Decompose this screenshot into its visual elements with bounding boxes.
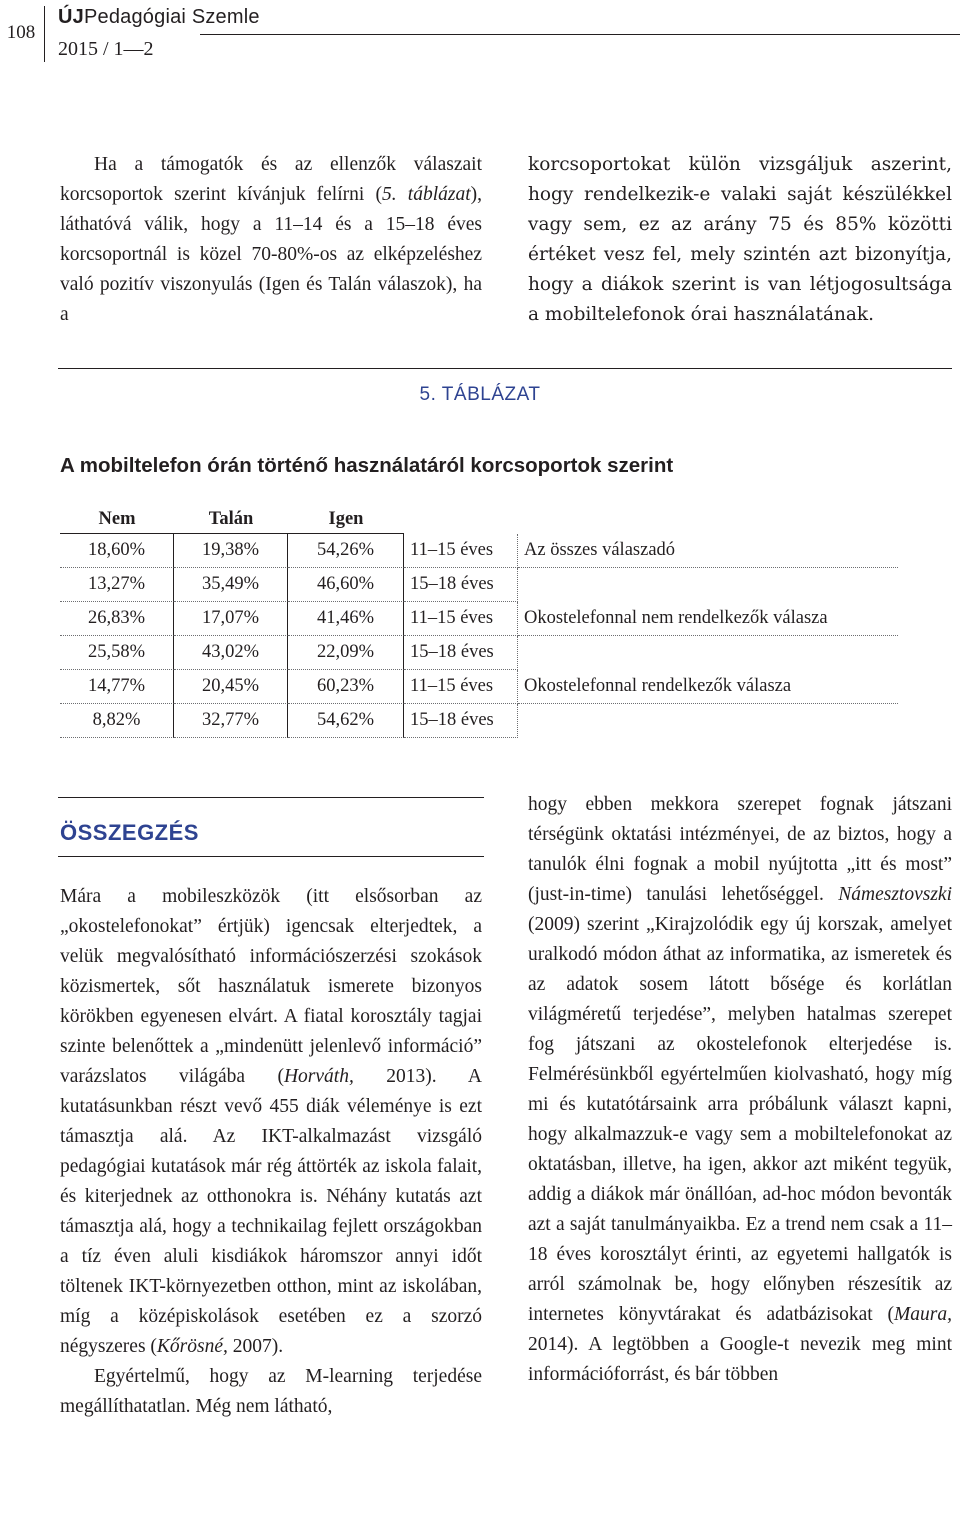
- intro-table-reference: 5. táblázat: [381, 184, 471, 205]
- table-row: [60, 568, 898, 602]
- cell-age: 15–18 éves: [404, 568, 518, 602]
- cell-igen: 22,09%: [288, 636, 404, 670]
- cell-nem: 18,60%: [60, 534, 174, 568]
- summary-heading: ÖSSZEGZÉS: [60, 820, 199, 845]
- table-body: [60, 534, 898, 738]
- intro-right-paragraph: korcsoportokat külön vizsgáljuk aszerint, hogy rendelkezik-e valaki saját készülékkel vagy sem, ez az arány 75 és 85% közötti értéket vesz fel, mely szintén azt bizonyítja, hogy a diákok szerint is van létjogosultsága a mobiltelefonok órai használatának.: [528, 154, 952, 325]
- summary-right-column: [528, 790, 952, 1390]
- page-number: 108: [6, 22, 36, 43]
- cell-nem: 13,27%: [60, 568, 174, 602]
- header-talan: Talán: [174, 506, 288, 534]
- cell-igen: 46,60%: [288, 568, 404, 602]
- citation-maura: Maura,: [894, 1304, 952, 1325]
- journal-title: [58, 6, 260, 29]
- intro-left-column: [60, 150, 482, 330]
- cell-nem: 25,58%: [60, 636, 174, 670]
- cell-igen: 54,62%: [288, 704, 404, 738]
- header-empty-age: [404, 506, 518, 534]
- cell-talan: 20,45%: [174, 670, 288, 704]
- table-rule: [58, 368, 952, 369]
- summary-right-text-b: (2009) szerint „Kirajzolódik egy új korszak, amelyet uralkodó módon áthat az informatika, az ismeretek és az adatok sosem látott bősége és korlátlan világméretű terjedése”, melyben hatalmas szerepet fog játszani az okostelefonok elterjedése is. Felmérésünkből egyértelműen kiolvasható, hogy míg mi és kutatótársaink arra próbálunk választ kapni, hogy alkalmazzuk-e vagy sem a mobiltelefonokat az oktatásban, illetve, ha igen, akkor azt miként tegyük, addig a diákok már önállóan, ad-hoc módon bevonták azt a saját tanulmányaikba. Ez a trend nem csak a 11–18 éves korosztályt érinti, az egyetemi hallgatók is arról számolnak be, hogy előnyben részesítik az internetes könyvtárakat és adatbázisokat (: [528, 914, 952, 1325]
- summary-paragraph-1: [60, 882, 482, 1362]
- journal-prefix: ÚJ: [58, 6, 84, 28]
- summary-paragraph-2: Egyértelmű, hogy az M-learning terjedése megállíthatatlan. Még nem látható,: [60, 1366, 482, 1417]
- table-row: [60, 704, 898, 738]
- intro-right-column: [528, 150, 952, 330]
- cell-group: Az összes válaszadó: [518, 534, 898, 568]
- summary-p1-text-c: 2007).: [227, 1336, 284, 1357]
- citation-korosne: Kőrösné,: [156, 1336, 228, 1357]
- table-label: 5. TÁBLÁZAT: [419, 384, 541, 405]
- table-row: [60, 636, 898, 670]
- table-row: [60, 534, 898, 568]
- cell-igen: 41,46%: [288, 602, 404, 636]
- summary-p1-text-b: 2013). A kutatásunkban részt vevő 455 diák véleménye is ezt támasztja alá. Az IKT-alkalmazást vizsgáló pedagógiai kutatások már rég áttörték az iskola falait, és kiterjednek az otthonokra is. Néhány kutatás azt támasztja alá, hogy a technikailag fejlett országokban a tíz éven aluli kisdiákok háromszor annyi időt töltenek IKT-környezetben otthon, mint az iskolában, míg a középiskolások esetében ez a szorzó négyszeres (: [60, 1066, 483, 1357]
- summary-left-column: [60, 882, 482, 1422]
- cell-age: 15–18 éves: [404, 636, 518, 670]
- cell-age: 11–15 éves: [404, 534, 518, 568]
- intro-left-text-a: Ha a támogatók és az ellenzők válaszait korcsoportok szerint kívánjuk felírni (: [60, 154, 482, 205]
- table-row: [60, 670, 898, 704]
- cell-age: 11–15 éves: [404, 670, 518, 704]
- intro-left-text-b: ), láthatóvá válik, hogy a 11–14 és a 15–18 éves korcsoportnál is közel 70-80%-os az elképzeléshez való pozitív viszonyulás (Igen és Talán válaszok), ha a: [60, 184, 482, 325]
- header-igen: Igen: [288, 506, 404, 534]
- table-row: [60, 602, 898, 636]
- cell-talan: 19,38%: [174, 534, 288, 568]
- summary-right-text-c: 2014). A legtöbben a Google-t nevezik meg mint információforrást, és bár többen: [528, 1334, 952, 1385]
- header-nem: Nem: [60, 506, 174, 534]
- cell-igen: 54,26%: [288, 534, 404, 568]
- cell-nem: 14,77%: [60, 670, 174, 704]
- issue-number: 2015 / 1—2: [58, 38, 154, 60]
- cell-group: [518, 568, 898, 602]
- cell-nem: 8,82%: [60, 704, 174, 738]
- cell-talan: 17,07%: [174, 602, 288, 636]
- cell-age: 15–18 éves: [404, 704, 518, 738]
- cell-group: [518, 636, 898, 670]
- cell-talan: 32,77%: [174, 704, 288, 738]
- journal-name: Pedagógiai Szemle: [83, 6, 260, 28]
- summary-rule-top: [58, 797, 484, 798]
- summary-right-paragraph: [528, 790, 952, 1390]
- table-header-row: [60, 506, 898, 534]
- header-rule: [200, 34, 960, 35]
- cell-group: Okostelefonnal rendelkezők válasza: [518, 670, 898, 704]
- table-title: A mobiltelefon órán történő használatáról korcsoportok szerint: [60, 454, 674, 477]
- header-divider: [44, 6, 45, 62]
- cell-group: Okostelefonnal nem rendelkezők válasza: [518, 602, 898, 636]
- cell-nem: 26,83%: [60, 602, 174, 636]
- cell-talan: 35,49%: [174, 568, 288, 602]
- cell-igen: 60,23%: [288, 670, 404, 704]
- results-table: [60, 506, 898, 738]
- citation-horvath: Horváth,: [283, 1066, 354, 1087]
- summary-rule-bottom: [58, 856, 484, 857]
- summary-right-text-a: hogy ebben mekkora szerepet fognak játszani térségünk oktatási intézményei, de az biztos, hogy a tanulók élni fognak a mobil nyújtotta „itt és most” (just-in-time) tanulási lehetőséggel.: [528, 794, 952, 905]
- cell-age: 11–15 éves: [404, 602, 518, 636]
- cell-group: [518, 704, 898, 738]
- header-empty-group: [518, 506, 898, 534]
- citation-namesztovszki: Námesztovszki: [838, 884, 952, 905]
- summary-p1-text-a: Mára a mobileszközök (itt elsősorban az „okostelefonokat” értjük) igencsak elterjedtek, a velük megvalósítható információszerzési szokások közismertek, sőt használatuk ismerete bizonyos körökben egyenesen elvárt. A fiatal korosztály tagjai szinte belenőttek a „mindenütt jelenlevő információ” varázslatos világába (: [60, 886, 482, 1087]
- cell-talan: 43,02%: [174, 636, 288, 670]
- intro-left-paragraph: [60, 150, 482, 330]
